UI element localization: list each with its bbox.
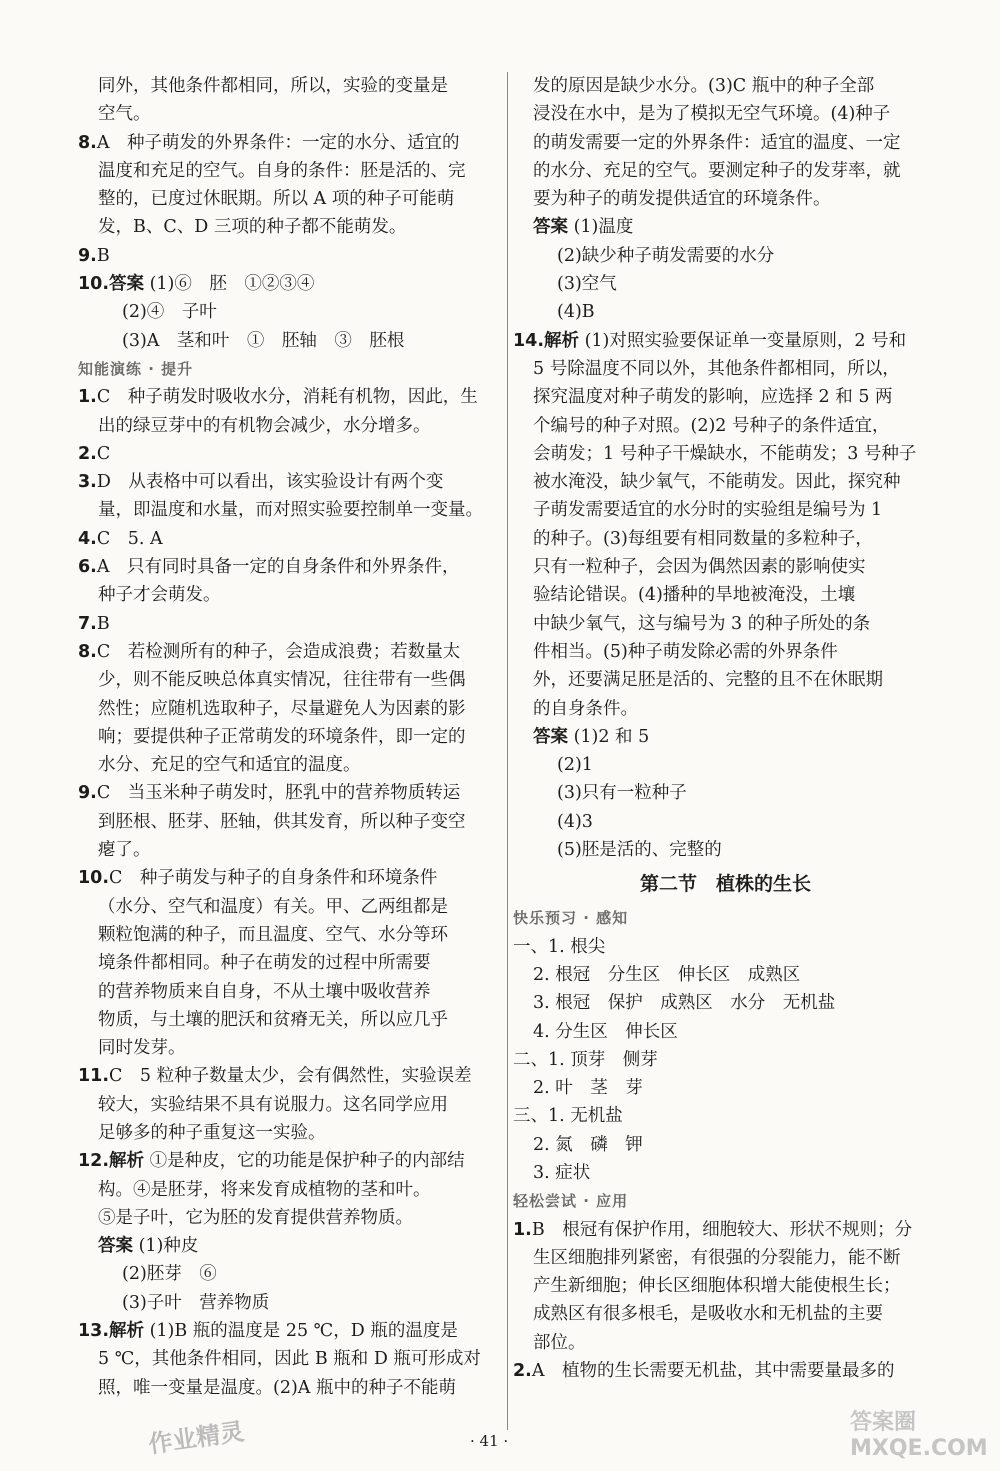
line-text: 境条件都相同。种子在萌发的过程中所需要 xyxy=(98,953,431,974)
line-text: 被水淹没，缺少氧气，不能萌发。因此，探究种 xyxy=(533,472,901,493)
line-text: 构。④是胚芽，将来发育成植物的茎和叶。 xyxy=(98,1179,431,1200)
text-line xyxy=(513,525,938,553)
line-text: 种子才会萌发。 xyxy=(98,585,221,606)
answer-label: 答案 xyxy=(109,274,145,295)
watermark-logo: 答案圈 MXQE.COM xyxy=(850,1410,988,1461)
line-text: (4)3 xyxy=(557,811,593,832)
text-line xyxy=(78,298,500,326)
line-text: 会萌发；1 号种子干燥缺水，不能萌发；3 号种子 xyxy=(533,443,917,464)
text-line xyxy=(513,355,938,383)
line-text: C xyxy=(96,443,111,464)
line-text: (2)④ 子叶 xyxy=(122,302,217,323)
line-text: (1)对照实验要保证单一变量原则，2 号和 xyxy=(579,330,907,351)
text-line xyxy=(513,1131,938,1159)
line-text: 探究温度对种子萌发的影响，应选择 2 和 5 两 xyxy=(533,387,893,408)
text-line xyxy=(513,1244,938,1272)
question-number: 11. xyxy=(78,1066,110,1087)
text-line xyxy=(513,638,938,666)
watermark-stamp: 作业精灵 xyxy=(146,1417,246,1459)
text-line xyxy=(513,1329,938,1357)
line-text: (1)B 瓶的温度是 25 ℃，D 瓶的温度是 xyxy=(144,1321,458,1342)
question-number: 9. xyxy=(78,783,97,804)
text-line xyxy=(78,1345,500,1373)
line-text: 3. 症状 xyxy=(533,1162,591,1183)
line-text: C 当玉米种子萌发时，胚乳中的营养物质转运 xyxy=(96,783,461,804)
line-text: D 从表格中可以看出，该实验设计有两个变 xyxy=(96,472,444,493)
text-line xyxy=(78,1034,500,1062)
text-line xyxy=(78,921,500,949)
text-line xyxy=(513,185,938,213)
line-text: 5 ℃，其他条件相同，因此 B 瓶和 D 瓶可形成对 xyxy=(98,1349,481,1370)
column-divider xyxy=(507,72,508,1430)
line-text: 中缺少氧气，这与编号为 3 的种子所处的条 xyxy=(533,613,871,634)
text-line xyxy=(513,496,938,524)
text-line xyxy=(78,1204,500,1232)
line-text: 产生新细胞；伸长区细胞体积增大能使根生长； xyxy=(533,1276,901,1297)
text-line xyxy=(513,961,938,989)
line-text: (3)子叶 营养物质 xyxy=(122,1292,270,1313)
right-column xyxy=(513,72,938,1385)
text-line xyxy=(78,525,500,553)
answer-label: 解析 xyxy=(109,1321,145,1342)
line-text: 的水分、充足的空气。要测定种子的发芽率，就 xyxy=(533,160,901,181)
line-text: B xyxy=(96,245,110,266)
text-line xyxy=(513,298,938,326)
answer-label: 解析 xyxy=(544,330,580,351)
text-line xyxy=(513,213,938,241)
line-text: A 植物的生长需要无机盐，其中需要量最多的 xyxy=(531,1361,895,1382)
line-text: 水分、充足的空气和适宜的温度。 xyxy=(98,755,361,776)
text-line xyxy=(513,1272,938,1300)
line-text: ⑤是子叶，它为胚的发育提供营养物质。 xyxy=(98,1207,413,1228)
text-line xyxy=(513,72,938,100)
text-line xyxy=(78,553,500,581)
question-number: 4. xyxy=(78,528,97,549)
text-line xyxy=(513,779,938,807)
text-line xyxy=(78,242,500,270)
line-text: 4. 分生区 伸长区 xyxy=(533,1021,678,1042)
line-text: 响；要提供种子正常萌发的环境条件，即一定的 xyxy=(98,726,466,747)
line-text: (3)A 茎和叶 ① 胚轴 ③ 胚根 xyxy=(122,330,405,351)
line-text: (2)1 xyxy=(557,755,593,776)
question-number: 8. xyxy=(78,641,97,662)
line-text: 浸没在水中，是为了模拟无空气环境。(4)种子 xyxy=(533,104,891,125)
line-text: 少，则不能反映总体真实情况，往往带有一些偶 xyxy=(98,670,466,691)
text-line xyxy=(78,129,500,157)
text-line xyxy=(513,581,938,609)
line-text: 的萌发需要一定的外界条件：适宜的温度、一定 xyxy=(533,132,901,153)
question-number: 2. xyxy=(513,1361,532,1382)
line-text: 要为种子的萌发提供适宜的环境条件。 xyxy=(533,189,831,210)
text-line xyxy=(513,1102,938,1130)
line-text: 成熟区有很多根毛，是吸收水和无机盐的主要 xyxy=(533,1304,883,1325)
text-line xyxy=(78,496,500,524)
line-text: 到胚根、胚芽、胚轴，供其发育，所以种子变空 xyxy=(98,811,466,832)
text-line xyxy=(513,270,938,298)
line-text: 整的，已度过休眠期。所以 A 项的种子可能萌 xyxy=(98,189,455,210)
text-line xyxy=(513,440,938,468)
line-text: 空气。 xyxy=(98,104,151,125)
answer-label: 答案 xyxy=(533,217,568,238)
text-line xyxy=(78,723,500,751)
line-text: 照，唯一变量是温度。(2)A 瓶中的种子不能萌 xyxy=(98,1377,456,1398)
text-line xyxy=(513,666,938,694)
line-text: 量，即温度和水量，而对照实验要控制单一变量。 xyxy=(98,500,483,521)
text-line xyxy=(513,1216,938,1244)
text-line xyxy=(78,610,500,638)
text-line xyxy=(513,383,938,411)
text-line xyxy=(78,185,500,213)
line-text: 一、1. 根尖 xyxy=(513,936,606,957)
line-text: (4)B xyxy=(557,302,595,323)
text-line xyxy=(78,1006,500,1034)
text-line xyxy=(78,695,500,723)
text-line xyxy=(513,695,938,723)
question-number: 3. xyxy=(78,472,97,493)
line-text: A 种子萌发的外界条件：一定的水分、适宜的 xyxy=(96,132,460,153)
line-text: 足够多的种子重复这一实验。 xyxy=(98,1122,326,1143)
text-line xyxy=(513,412,938,440)
line-text: ①是种皮，它的功能是保护种子的内部结 xyxy=(144,1151,465,1172)
question-number: 14. xyxy=(513,330,545,351)
answer-label: 答案 xyxy=(533,726,568,747)
line-text: 的营养物质来自自身，不从土壤中吸收营养 xyxy=(98,981,431,1002)
line-text: (2)缺少种子萌发需要的水分 xyxy=(557,245,775,266)
text-line xyxy=(78,72,500,100)
text-line xyxy=(513,129,938,157)
answer-label: 答案 xyxy=(98,1236,133,1257)
text-line xyxy=(513,468,938,496)
question-number: 1. xyxy=(78,387,97,408)
text-line xyxy=(513,100,938,128)
text-line xyxy=(513,933,938,961)
text-line xyxy=(78,751,500,779)
line-text: B 根冠有保护作用，细胞较大、形状不规则；分 xyxy=(531,1219,913,1240)
text-line xyxy=(513,242,938,270)
text-line xyxy=(78,978,500,1006)
text-line xyxy=(78,440,500,468)
line-text: （水分、空气和温度）有关。甲、乙两组都是 xyxy=(98,896,448,917)
line-text: 温度和充足的空气。自身的条件：胚是活的、完 xyxy=(98,160,466,181)
text-line xyxy=(513,1018,938,1046)
text-line xyxy=(78,581,500,609)
line-text: 物质，与土壤的肥沃和贫瘠无关，所以应几乎 xyxy=(98,1009,448,1030)
line-text: 外，还要满足胚是活的、完整的且不在休眠期 xyxy=(533,670,883,691)
text-line xyxy=(513,553,938,581)
text-line xyxy=(78,327,500,355)
text-line xyxy=(513,1357,938,1385)
line-text: 5 号除温度不同以外，其他条件都相同，所以， xyxy=(533,358,900,379)
line-text: 只有一粒种子，会因为偶然因素的影响使实 xyxy=(533,557,866,578)
text-line xyxy=(78,864,500,892)
line-text: 件相当。(5)种子萌发除必需的外界条件 xyxy=(533,641,838,662)
line-text: (2)胚芽 ⑥ xyxy=(122,1264,217,1285)
subsection-heading-text: 轻松尝试 · 应用 xyxy=(513,1192,629,1211)
section-title xyxy=(513,864,938,904)
text-line xyxy=(78,949,500,977)
text-line xyxy=(513,989,938,1017)
line-text: 同时发芽。 xyxy=(98,1038,186,1059)
line-text: (1)⑥ 胚 ①②③④ xyxy=(144,274,315,295)
line-text: (3)只有一粒种子 xyxy=(557,783,687,804)
subsection-heading-text: 快乐预习 · 感知 xyxy=(513,909,629,928)
left-column xyxy=(78,72,500,1402)
line-text: (5)胚是活的、完整的 xyxy=(557,840,722,861)
line-text: C 5. A xyxy=(96,528,163,549)
text-line xyxy=(78,1317,500,1345)
text-line xyxy=(78,270,500,298)
line-text: 2. 根冠 分生区 伸长区 成熟区 xyxy=(533,964,801,985)
line-text: 验结论错误。(4)播种的旱地被淹没，土壤 xyxy=(533,585,856,606)
text-line xyxy=(78,412,500,440)
text-line xyxy=(513,723,938,751)
text-line xyxy=(78,1176,500,1204)
text-line xyxy=(78,1232,500,1260)
text-line xyxy=(513,1300,938,1328)
text-line xyxy=(78,468,500,496)
text-line xyxy=(513,610,938,638)
line-text: 颗粒饱满的种子，而且温度、空气、水分等环 xyxy=(98,924,448,945)
question-number: 9. xyxy=(78,245,97,266)
question-number: 7. xyxy=(78,613,97,634)
line-text: C 种子萌发时吸收水分，消耗有机物，因此，生 xyxy=(96,387,478,408)
question-number: 10. xyxy=(78,274,110,295)
text-line xyxy=(513,836,938,864)
line-text: C 种子萌发与种子的自身条件和环境条件 xyxy=(109,868,438,889)
line-text: B xyxy=(96,613,110,634)
line-text: 3. 根冠 保护 成熟区 水分 无机盐 xyxy=(533,993,836,1014)
text-line xyxy=(78,1374,500,1402)
text-line xyxy=(78,383,500,411)
line-text: 瘪了。 xyxy=(98,840,151,861)
subsection-heading xyxy=(78,355,500,383)
question-number: 8. xyxy=(78,132,97,153)
line-text: 2. 叶 茎 芽 xyxy=(533,1078,643,1099)
text-line xyxy=(78,1091,500,1119)
line-text: 的自身条件。 xyxy=(533,698,638,719)
question-number: 10. xyxy=(78,868,110,889)
text-line xyxy=(78,157,500,185)
text-line xyxy=(513,157,938,185)
question-number: 2. xyxy=(78,443,97,464)
line-text: (1)2 和 5 xyxy=(568,726,650,747)
line-text: 三、1. 无机盐 xyxy=(513,1106,623,1127)
text-line xyxy=(513,808,938,836)
line-text: (1)温度 xyxy=(568,217,634,238)
text-line xyxy=(78,213,500,241)
text-line xyxy=(78,1119,500,1147)
section-title-text: 第二节 植株的生长 xyxy=(639,873,811,896)
line-text: 然性；应随机选取种子，尽量避免人为因素的影 xyxy=(98,698,466,719)
subsection-heading xyxy=(513,1187,938,1215)
text-line xyxy=(78,836,500,864)
line-text: 同外，其他条件都相同，所以，实验的变量是 xyxy=(98,76,448,96)
subsection-heading-text: 知能演练 · 提升 xyxy=(78,359,194,378)
text-line xyxy=(513,1074,938,1102)
text-line xyxy=(78,893,500,921)
line-text: A 只有同时具备一定的自身条件和外界条件， xyxy=(96,557,460,578)
text-line xyxy=(513,1159,938,1187)
line-text: 较大，实验结果不具有说服力。这名同学应用 xyxy=(98,1094,448,1115)
subsection-heading xyxy=(513,904,938,932)
line-text: 二、1. 顶芽 侧芽 xyxy=(513,1049,658,1070)
question-number: 12. xyxy=(78,1151,110,1172)
line-text: 的种子。(3)每组要有相同数量的多粒种子， xyxy=(533,528,873,549)
text-line xyxy=(78,1289,500,1317)
line-text: C 5 粒种子数量太少，会有偶然性，实验误差 xyxy=(109,1066,472,1087)
line-text: 发的原因是缺少水分。(3)C 瓶中的种子全部 xyxy=(533,76,875,96)
line-text: 个编号的种子对照。(2)2 号种子的条件适宜， xyxy=(533,415,890,436)
text-line xyxy=(78,808,500,836)
text-line xyxy=(78,1147,500,1175)
text-line xyxy=(513,327,938,355)
question-number: 13. xyxy=(78,1321,110,1342)
line-text: 2. 氮 磷 钾 xyxy=(533,1134,643,1155)
question-number: 1. xyxy=(513,1219,532,1240)
page-number: · 41 · xyxy=(470,1432,509,1450)
line-text: 出的绿豆芽中的有机物会减少，水分增多。 xyxy=(98,415,431,436)
text-line xyxy=(78,779,500,807)
text-line xyxy=(78,1260,500,1288)
line-text: C 若检测所有的种子，会造成浪费；若数量太 xyxy=(96,641,461,662)
text-line xyxy=(513,751,938,779)
line-text: 发，B、C、D 三项的种子都不能萌发。 xyxy=(98,217,407,238)
question-number: 6. xyxy=(78,557,97,578)
line-text: 生区细胞排列紧密，有很强的分裂能力，能不断 xyxy=(533,1247,901,1268)
line-text: 子萌发需要适宜的水分时的实验组是编号为 1 xyxy=(533,500,883,521)
text-line xyxy=(513,1046,938,1074)
answer-label: 解析 xyxy=(109,1151,145,1172)
text-line xyxy=(78,666,500,694)
text-line xyxy=(78,100,500,128)
line-text: (1)种皮 xyxy=(133,1236,199,1257)
line-text: 部位。 xyxy=(533,1332,586,1353)
line-text: (3)空气 xyxy=(557,274,617,295)
text-line xyxy=(78,1062,500,1090)
text-line xyxy=(78,638,500,666)
